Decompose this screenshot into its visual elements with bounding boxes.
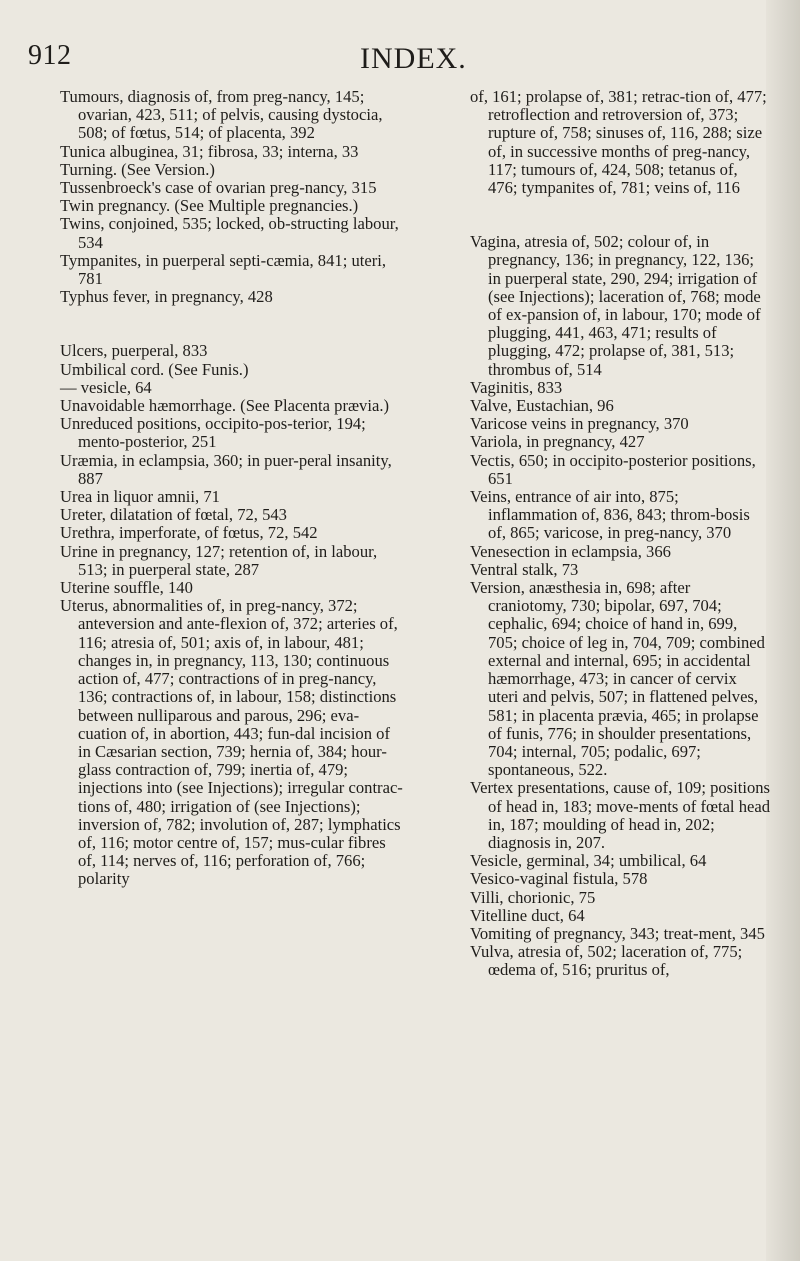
index-entry: Turning. (See Version.) <box>60 159 215 179</box>
index-entry: Tympanites, in puerperal septi-cæmia, 841; uteri, 781 <box>60 250 387 289</box>
index-entry: Vesicle, germinal, 34; umbilical, 64 <box>470 851 707 871</box>
index-entry: Vitelline duct, 64 <box>470 905 585 925</box>
page-number: 912 <box>28 40 72 71</box>
index-entry: Valve, Eustachian, 96 <box>470 396 614 416</box>
index-entry: Tussenbroeck's case of ovarian preg-nancy, 315 <box>60 178 377 198</box>
index-entry: Vertex presentations, cause of, 109; positions of head in, 183; move-ments of fœtal head in, 187; moulding of head in, 202; diagnosis in, 207. <box>470 778 771 852</box>
index-entry: Tumours, diagnosis of, from preg-nancy, 145; ovarian, 423, 511; of pelvis, causing dystocia, 508; of fœtus, 514; of placenta, 392 <box>60 87 383 143</box>
index-entry: Vaginitis, 833 <box>470 377 563 397</box>
index-entry: Version, anæsthesia in, 698; after craniotomy, 730; bipolar, 697, 704; cephalic, 694; choice of hand in, 699, 705; choice of leg in, 704, 709; combined external and internal, 695; in accidental hæmorrhage, 473; in cancer of cervix uteri and pelvis, 507; in flattened pelves, 581; in placenta prævia, 465; in prolapse of funis, 776; in shoulder presentations, 704; internal, 705; podalic, 697; spontaneous, 522. <box>470 578 765 780</box>
index-entry: Uterine souffle, 140 <box>60 578 193 598</box>
index-entry: Urea in liquor amnii, 71 <box>60 487 220 507</box>
index-entry: Unreduced positions, occipito-pos-terior, 194; mento-posterior, 251 <box>60 414 366 452</box>
letter-section-gap <box>470 197 770 233</box>
index-entry: Varicose veins in pregnancy, 370 <box>470 414 689 434</box>
index-column-left <box>60 88 406 889</box>
index-entry: Unavoidable hæmorrhage. (See Placenta prævia.) <box>60 396 389 416</box>
index-entry: Ureter, dilatation of fœtal, 72, 543 <box>60 505 287 525</box>
index-entry: Urine in pregnancy, 127; retention of, in labour, 513; in puerperal state, 287 <box>60 541 378 579</box>
index-entry: Ventral stalk, 73 <box>470 559 579 579</box>
index-entry: Venesection in eclampsia, 366 <box>470 541 671 561</box>
index-entry: Typhus fever, in pregnancy, 428 <box>60 287 273 307</box>
index-entry: Vesico-vaginal fistula, 578 <box>470 869 648 889</box>
page-edge-shadow <box>766 0 800 1261</box>
index-entry: Vomiting of pregnancy, 343; treat-ment, 345 <box>470 923 765 943</box>
index-entry: Tunica albuginea, 31; fibrosa, 33; interna, 33 <box>60 141 359 161</box>
index-entry: Vulva, atresia of, 502; laceration of, 775; œdema of, 516; pruritus of, <box>470 942 743 980</box>
index-entry: Urethra, imperforate, of fœtus, 72, 542 <box>60 523 318 543</box>
index-entry: Variola, in pregnancy, 427 <box>470 432 645 452</box>
index-entry: Villi, chorionic, 75 <box>470 887 596 907</box>
page-header <box>0 40 800 80</box>
index-entry: Ulcers, puerperal, 833 <box>60 341 208 361</box>
index-entry: Vectis, 650; in occipito-posterior positions, 651 <box>470 450 756 488</box>
index-entry: Twins, conjoined, 535; locked, ob-structing labour, 534 <box>60 214 399 252</box>
index-entry: Veins, entrance of air into, 875; inflammation of, 836, 843; throm-bosis of, 865; varicose, in preg-nancy, 370 <box>470 487 750 543</box>
index-entry: Uterus, abnormalities of, in preg-nancy, 372; anteversion and ante-flexion of, 372; arteries of, 116; atresia of, 501; axis of, in labour, 481; changes in, in pregnancy, 113, 130; continuous action of, 477; contractions of in preg-nancy, 136; contractions of, in labour, 158; distinctions between nulliparous and parous, 296; eva-cuation of, in abortion, 443; fun-dal incision of in Cæsarian section, 739; hernia of, 384; hour-glass contraction of, 799; inertia of, 479; injections into (see Injections); irregular contrac-tions of, 480; irrigation of (see Injections); inversion of, 782; involution of, 287; lymphatics of, 116; motor centre of, 157; mus-cular fibres of, 114; nerves of, 116; perforation of, 766; polarity <box>60 596 403 889</box>
letter-section-gap <box>60 306 406 342</box>
page-title: INDEX. <box>360 42 467 75</box>
index-entry: of, 161; prolapse of, 381; retrac-tion of, 477; retroflection and retroversion of, 373; rupture of, 758; sinuses of, 116, 288; size of, in successive months of preg-nancy, 117; tumours of, 424, 508; tetanus of, 476; tympanites of, 781; veins of, 116 <box>470 87 767 198</box>
index-entry: Umbilical cord. (See Funis.) <box>60 359 249 379</box>
index-entry: Twin pregnancy. (See Multiple pregnancies.) <box>60 196 359 216</box>
index-column-right <box>470 88 770 980</box>
index-entry: — vesicle, 64 <box>60 377 152 397</box>
index-entry: Uræmia, in eclampsia, 360; in puer-peral insanity, 887 <box>60 450 392 488</box>
index-entry: Vagina, atresia of, 502; colour of, in pregnancy, 136; in pregnancy, 122, 136; in puerperal state, 290, 294; irrigation of (see Injections); laceration of, 768; mode of ex-pansion of, in labour, 170; mode of plugging, 441, 463, 471; results of plugging, 472; prolapse of, 381, 513; thrombus of, 514 <box>470 232 761 379</box>
